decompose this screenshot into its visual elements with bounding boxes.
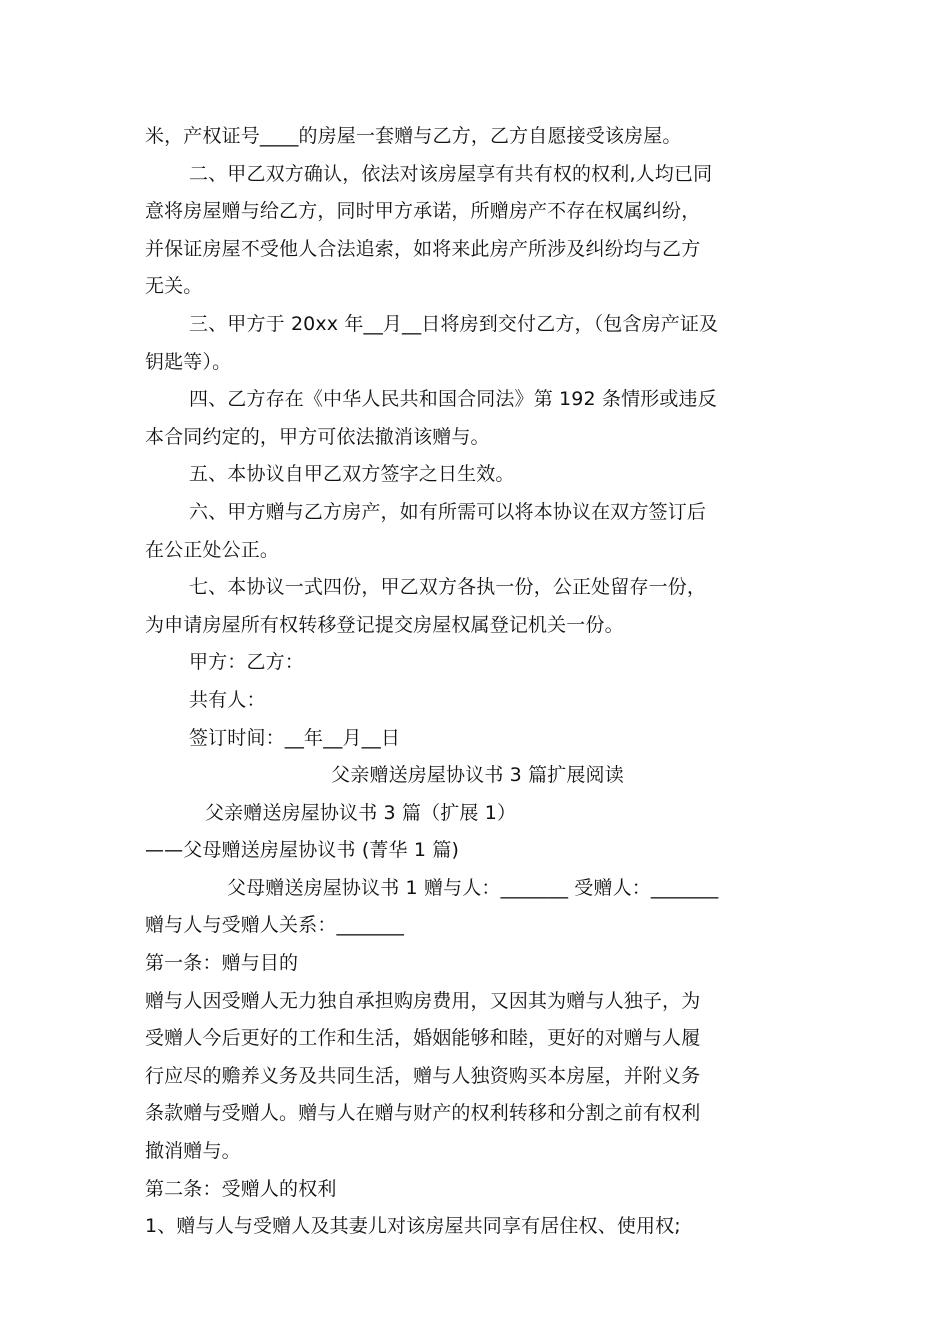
clause-6-line: 六、甲方赠与乙方房产，如有所需可以将本协议在双方签订后 [189, 500, 707, 523]
text-line: 本合同约定的，甲方可依法撤消该赠与。 [145, 425, 490, 448]
text-line: 1、赠与人与受赠人及其妻儿对该房屋共同享有居住权、使用权; [145, 1215, 681, 1238]
clause-4-line: 四、乙方存在《中华人民共和国合同法》第 192 条情形或违反 [189, 388, 717, 411]
section-title: ——父母赠送房屋协议书 (菁华 1 篇) [145, 839, 460, 862]
text-line: 并保证房屋不受他人合法追索，如将来此房产所涉及纠纷均与乙方 [145, 237, 701, 260]
text-line: 行应尽的赡养义务及共同生活，赠与人独资购买本房屋，并附义务 [145, 1064, 701, 1087]
text-line: 米，产权证号____的房屋一套赠与乙方，乙方自愿接受该房屋。 [145, 125, 682, 147]
text-line: 钥匙等）。 [145, 350, 232, 373]
party-signature-line: 甲方：乙方： [189, 651, 304, 674]
text-line: 意将房屋赠与给乙方，同时甲方承诺，所赠房产不存在权属纠纷， [145, 200, 701, 223]
signing-date-line: 签订时间：__年__月__日 [189, 726, 401, 749]
text-line: 受赠人今后更好的工作和生活，婚姻能够和睦，更好的对赠与人履 [145, 1027, 701, 1050]
clause-2-line: 二、甲乙双方确认，依法对该房屋享有共有权的权利,人均已同 [189, 162, 713, 185]
co-owner-line: 共有人： [189, 688, 266, 711]
clause-7-line: 七、本协议一式四份，甲乙双方各执一份，公正处留存一份， [189, 576, 707, 599]
text-line: 为申请房屋所有权转移登记提交房屋权属登记机关一份。 [145, 613, 624, 636]
clause-3-line: 三、甲方于 20xx 年__月__日将房到交付乙方，（包含房产证及 [189, 312, 719, 335]
text-line: 无关。 [145, 275, 203, 298]
donor-recipient-line: 父母赠送房屋协议书 1 赠与人：_______ 受赠人：_______ [227, 876, 719, 899]
extended-reading-heading: 父亲赠送房屋协议书 3 篇扩展阅读 [331, 764, 624, 787]
text-line: 条款赠与受赠人。赠与人在赠与财产的权利转移和分割之前有权利 [145, 1102, 701, 1125]
relationship-line: 赠与人与受赠人关系：_______ [145, 914, 405, 937]
article-2-heading: 第二条：受赠人的权利 [145, 1177, 337, 1200]
text-line: 赠与人因受赠人无力独自承担购房费用，又因其为赠与人独子，为 [145, 989, 701, 1012]
text-line: 在公正处公正。 [145, 538, 280, 561]
document-body [145, 118, 810, 1246]
extension-title: 父亲赠送房屋协议书 3 篇（扩展 1） [205, 801, 517, 824]
text-line: 撤消赠与。 [145, 1140, 241, 1163]
clause-5-line: 五、本协议自甲乙双方签字之日生效。 [189, 463, 515, 486]
article-1-heading: 第一条：赠与目的 [145, 952, 299, 975]
